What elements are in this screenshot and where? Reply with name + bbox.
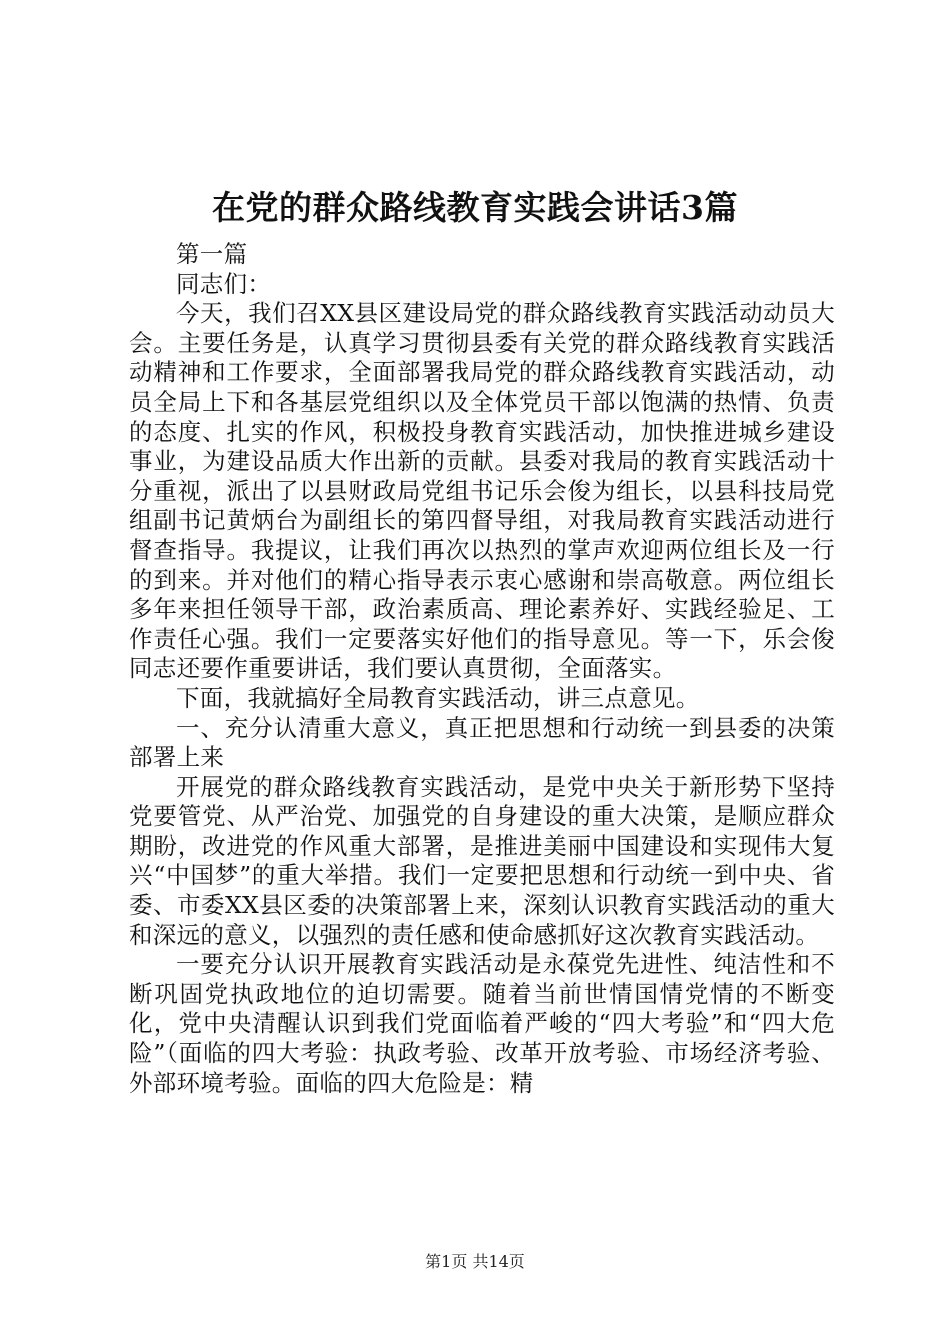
- section-heading: 第一篇: [176, 240, 248, 268]
- salutation: 同志们：: [176, 269, 272, 298]
- document-body: [129, 240, 835, 1098]
- body-paragraph: 开展党的群众路线教育实践活动，是党中央关于新形势下坚持党要管党、从严治党、加强党的自身建设的重大决策，是顺应群众期盼，改进党的作风重大部署，是推进美丽中国建设和实现伟大复兴“中国梦”的重大举措。我们一定要把思想和行动统一到中央、省委、市委XX县区委的决策部署上来，深刻认识教育实践活动的重大和深远的意义，以强烈的责任感和使命感抓好这次教育实践活动。: [129, 772, 835, 949]
- point-heading: 一、充分认清重大意义，真正把思想和行动统一到县委的决策部署上来: [129, 713, 835, 772]
- page-footer: 第1页 共14页: [425, 1252, 525, 1271]
- body-paragraph: 一要充分认识开展教育实践活动是永葆党先进性、纯洁性和不断巩固党执政地位的迫切需要。随着当前世情国情党情的不断变化，党中央清醒认识到我们党面临着严峻的“四大考验”和“四大危险”（面临的四大考验：执政考验、改革开放考验、市场经济考验、外部环境考验。面临的四大危险是：精: [129, 950, 835, 1097]
- body-paragraph: 今天，我们召XX县区建设局党的群众路线教育实践活动动员大会。主要任务是，认真学习贯彻县委有关党的群众路线教育实践活动精神和工作要求，全面部署我局党的群众路线教育实践活动，动员全局上下和各基层党组织以及全体党员干部以饱满的热情、负责的态度、扎实的作风，积极投身教育实践活动，加快推进城乡建设事业，为建设品质大作出新的贡献。县委对我局的教育实践活动十分重视，派出了以县财政局党组书记乐会俊为组长，以县科技局党组副书记黄炳台为副组长的第四督导组，对我局教育实践活动进行督查指导。我提议，让我们再次以热烈的掌声欢迎两位组长及一行的到来。并对他们的精心指导表示衷心感谢和崇高敬意。两位组长多年来担任领导干部，政治素质高、理论素养好、实践经验足、工作责任心强。我们一定要落实好他们的指导意见。等一下，乐会俊同志还要作重要讲话，我们要认真贯彻，全面落实。: [129, 299, 835, 683]
- document-title: 在党的群众路线教育实践会讲话3篇: [212, 188, 738, 227]
- body-paragraph: 下面，我就搞好全局教育实践活动，讲三点意见。: [176, 683, 700, 712]
